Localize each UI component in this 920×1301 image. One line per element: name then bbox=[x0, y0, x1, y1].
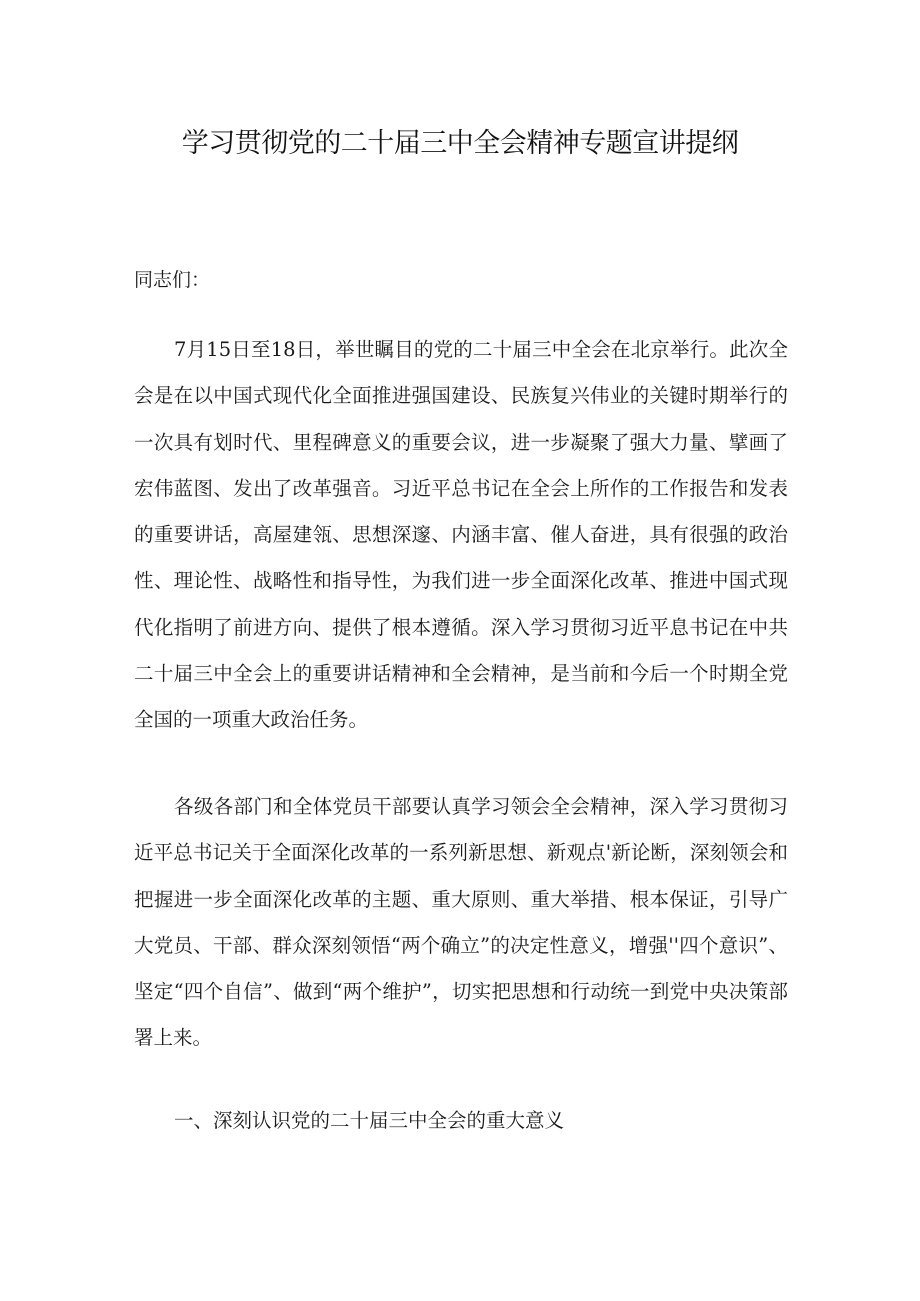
body-paragraph: 各级各部门和全体党员干部要认真学习领会全会精神，深入学习贯彻习近平总书记关于全面深化改革的一系列新思想、新观点'新论断，深刻领会和把握进一步全面深化改革的主题、重大原则、重大举措、根本保证，引导广大党员、干部、群众深刻领悟“两个确立”的决定性意义，增强''四个意识”、坚定“四个自信”、做到“两个维护”，切实把思想和行动统一到党中央决策部署上来。 bbox=[134, 795, 788, 1050]
body-paragraph: 7月15日至18日，举世瞩目的党的二十届三中全会在北京举行。此次全会是在以中国式现代化全面推进强国建设、民族复兴伟业的关键时期举行的一次具有划时代、里程碑意义的重要会议，进一步凝聚了强大力量、擘画了宏伟蓝图、发出了改革强音。习近平总书记在全会上所作的工作报告和发表的重要讲话，高屋建瓴、思想深邃、内涵丰富、催人奋进，具有很强的政治性、理论性、战略性和指导性，为我们进一步全面深化改革、推进中国式现代化指明了前进方向、提供了根本遵循。深入学习贯彻习近平息书记在中共二十届三中全会上的重要讲话精神和全会精神，是当前和今后一个时期全党全国的一项重大政治任务。 bbox=[134, 338, 788, 732]
greeting-line: 同志们： bbox=[134, 269, 211, 291]
document-title: 学习贯彻党的二十届三中全会精神专题宣讲提纲 bbox=[181, 128, 739, 159]
section-heading: 一、深刻认识党的二十届三中全会的重大意义 bbox=[174, 1109, 565, 1132]
